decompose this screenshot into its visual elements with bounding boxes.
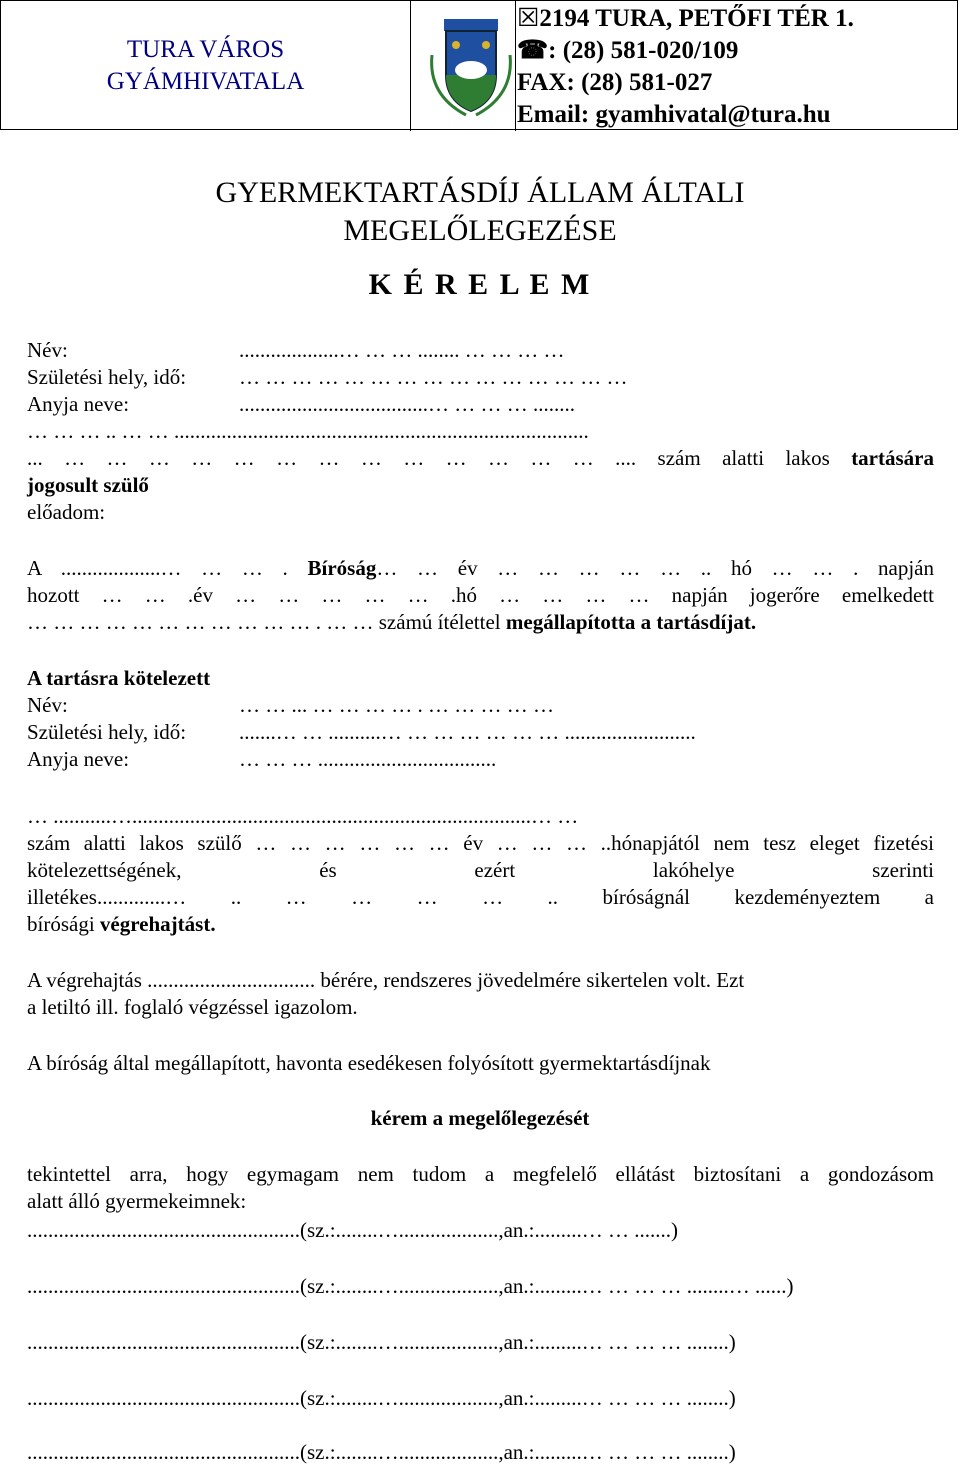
obligor-birth-row: [27, 719, 696, 746]
applicant-jogosult: jogosult szülő: [27, 473, 149, 497]
obligor-birth-label: Születési hely, idő:: [27, 720, 187, 744]
address-text: 2194 TURA, PETŐFI TÉR 1.: [539, 5, 854, 32]
obligor-address-line: … ...........…............................................................................… …: [27, 804, 579, 828]
child-row-5: ....................................................(sz.:........…...................,an.:.........… … … … ........): [27, 1440, 736, 1464]
court-word: Bíróság: [307, 556, 377, 580]
applicant-tartasara: tartására: [851, 446, 934, 470]
obligor-heading: A tartásra kötelezett: [27, 666, 211, 690]
obligor-name-field: … … ... … … … … . … … … … …: [239, 693, 554, 717]
court-name-field: A ...................… … … .: [27, 556, 288, 580]
phone-text: : (28) 581-020/109: [548, 37, 739, 64]
judgment-number-field: … … … … … … … … … … … . … … számú ítélettel: [27, 610, 501, 634]
obligor-name-row: [27, 692, 554, 719]
telephone-icon: ☎: [517, 37, 549, 64]
applicant-birth-row: [27, 364, 628, 391]
obligor-mother-label: Anyja neve:: [27, 747, 130, 771]
enforcement-line1: A végrehajtás ................................ bérére, rendszeres jövedelmére sikertelen volt. Ezt: [27, 968, 745, 992]
obligor-birth-field: .......… … ..........… … … … … … … .........................: [239, 720, 696, 744]
letterhead: [0, 0, 958, 130]
applicant-name-label: Név:: [27, 338, 68, 362]
obligor-mother-row: [27, 746, 496, 773]
child-row-2: ....................................................(sz.:........…...................,an.:.........… … … … ........… ......): [27, 1274, 794, 1298]
obligor-name-label: Név:: [27, 693, 68, 717]
applicant-address-line2: [27, 445, 934, 472]
obligor-mother-field: … … … ..................................: [239, 747, 497, 771]
request-reason1: tekintettel arra, hogy egymagam nem tudom a megfelelő ellátást biztosítani a gondozásom: [27, 1162, 934, 1186]
obligor-line7: illetékes.............… .. … … … … .. bíróságnál kezdeményeztem a: [27, 885, 934, 909]
court-line3: [27, 609, 756, 636]
applicant-eloadom: előadom:: [27, 500, 106, 524]
request-reason2: alatt álló gyermekeimnek:: [27, 1189, 247, 1213]
child-row-3: ....................................................(sz.:........…...................,an.:.........… … … … ........): [27, 1330, 736, 1354]
fax-line: FAX: (28) 581-027: [517, 69, 713, 96]
email-line: Email: gyamhivatal@tura.hu: [517, 101, 831, 128]
applicant-name-row: [27, 337, 565, 364]
applicant-mother-label: Anyja neve:: [27, 392, 130, 416]
kerelem-title: K É R E L E M: [368, 268, 592, 301]
request-kerem: kérem a megelőlegezését: [370, 1106, 590, 1130]
child-row-1: ....................................................(sz.:........…...................,an.:.........… … .......): [27, 1218, 678, 1242]
applicant-birth-label: Születési hely, idő:: [27, 365, 187, 389]
org-name-line1: TURA VÁROS: [126, 36, 285, 63]
org-name-line2: GYÁMHIVATALA: [106, 68, 305, 95]
obligor-line5: szám alatti lakos szülő … … … … … … év … … … ..hónapjától nem tesz eleget fizetési: [27, 831, 934, 855]
address-line: [517, 3, 854, 35]
phone-line: [517, 35, 854, 67]
child-row-4: ....................................................(sz.:........…...................,an.:.........… … … … ........): [27, 1386, 736, 1410]
obligor-vegrehajtast: végrehajtást.: [99, 912, 216, 936]
title-line1: GYERMEKTARTÁSDÍJ ÁLLAM ÁLTALI: [215, 176, 745, 209]
obligor-birosagi: bírósági: [27, 912, 95, 936]
request-intro: A bíróság által megállapított, havonta esedékesen folyósított gyermektartásdíjnak: [27, 1051, 711, 1075]
contact-block: [517, 3, 854, 131]
court-line1: [27, 555, 934, 582]
applicant-address-line1: … … … .. … … ...............................................................................: [27, 419, 589, 443]
obligor-line6: kötelezettségének, és ezért lakóhelye szerinti: [27, 858, 934, 882]
applicant-name-field: ...................… … … ........ … … … …: [239, 338, 565, 362]
obligor-line8: [27, 911, 216, 938]
applicant-mother-field: ....................................… … … … ........: [239, 392, 575, 416]
title-line2: MEGELŐLEGEZÉSE: [343, 214, 617, 247]
applicant-mother-row: [27, 391, 575, 418]
applicant-address-text: ... … … … … … … … … … … … … … .... szám alatti lakos: [27, 446, 830, 470]
envelope-icon: ☒: [517, 5, 540, 32]
letterhead-org: [1, 1, 411, 131]
court-line2: hozott … … .év … … … … … .hó … … … … napján jogerőre emelkedett: [27, 583, 934, 607]
applicant-birth-field: … … … … … … … … … … … … … … …: [239, 365, 628, 389]
enforcement-line2: a letiltó ill. foglaló végzéssel igazolom.: [27, 995, 358, 1019]
court-date-field: … … év … … … … … .. hó … … . napján: [376, 556, 935, 580]
court-conclusion: megállapította a tartásdíjat.: [505, 610, 757, 634]
coat-of-arms-logo: [426, 15, 516, 119]
